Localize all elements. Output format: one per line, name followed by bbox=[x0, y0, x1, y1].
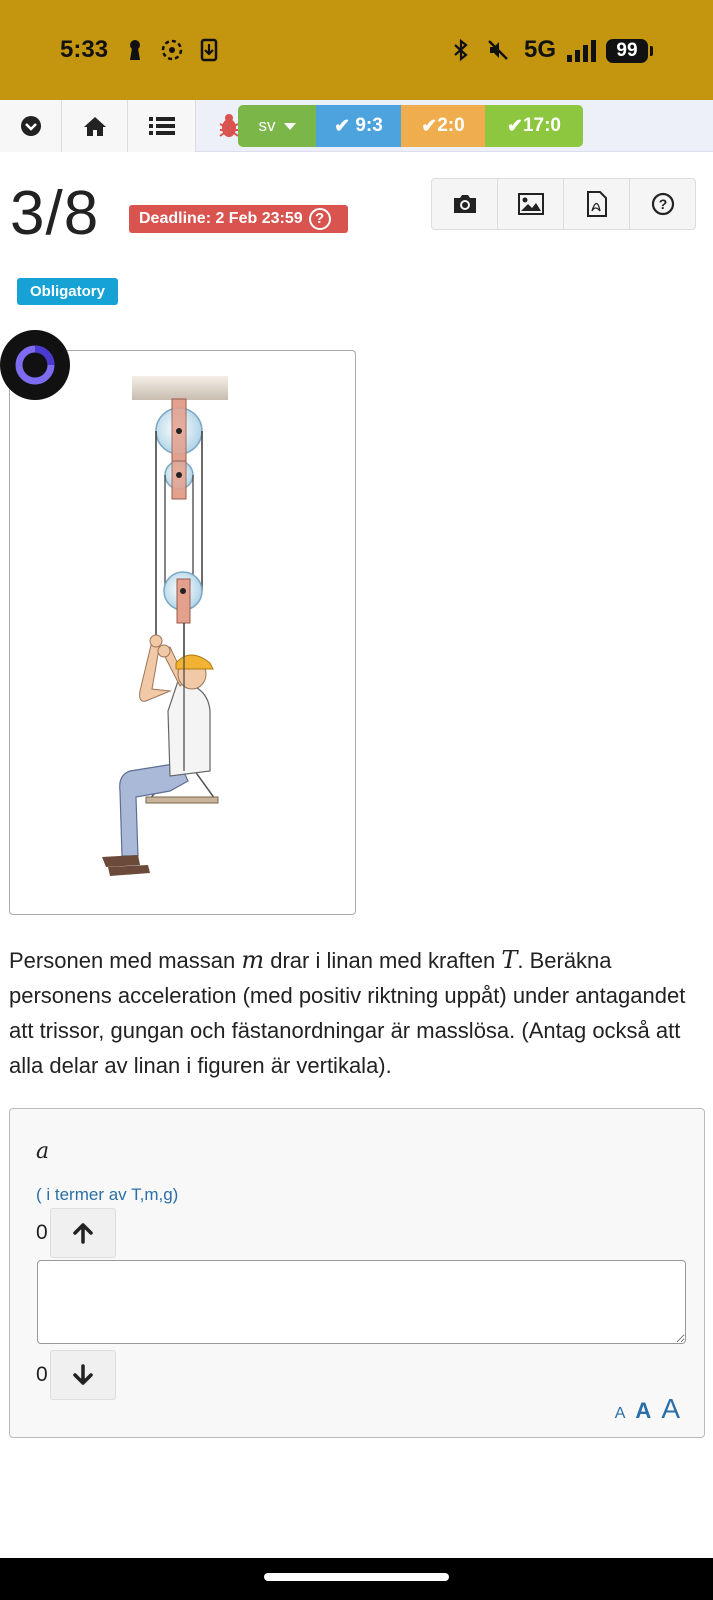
home-indicator[interactable] bbox=[264, 1573, 449, 1581]
status-bar bbox=[0, 0, 713, 100]
bug-icon[interactable] bbox=[218, 112, 240, 140]
arrow-down-button[interactable] bbox=[50, 1350, 116, 1400]
chevron-down-icon bbox=[20, 115, 42, 137]
check-icon: ✔ bbox=[507, 115, 523, 137]
score-label: 9:3 bbox=[355, 115, 383, 136]
battery-level: 99 bbox=[606, 39, 648, 63]
question-text-part: . Beräkna personens acceleration (med positiv riktning uppåt) under antagandet att trissor, gungan och fästanordningar är masslösa. (Antag också att alla delar av linan i figuren är vertikala). bbox=[9, 948, 686, 1078]
answer-variable: a bbox=[36, 1139, 50, 1164]
status-time: 5:33 bbox=[60, 36, 109, 63]
camera-icon bbox=[452, 193, 478, 215]
pdf-icon bbox=[587, 191, 607, 217]
image-icon bbox=[518, 193, 544, 215]
score-label: 17:0 bbox=[522, 115, 561, 136]
question-text bbox=[9, 943, 709, 1083]
question-text-part: Personen med massan bbox=[9, 948, 242, 973]
score-label: 2:0 bbox=[437, 115, 465, 136]
arrow-up-button[interactable] bbox=[50, 1208, 116, 1258]
assistant-ring-icon bbox=[10, 340, 60, 390]
list-icon bbox=[149, 116, 175, 136]
download-icon bbox=[200, 38, 218, 62]
tools-group bbox=[431, 178, 696, 230]
score-pill[interactable] bbox=[401, 105, 485, 147]
obligatory-badge: Obligatory bbox=[17, 278, 118, 305]
font-size-small-button[interactable]: A bbox=[614, 1405, 626, 1422]
deadline-badge[interactable] bbox=[129, 205, 348, 233]
font-size-controls bbox=[615, 1393, 680, 1425]
list-button[interactable] bbox=[128, 100, 196, 152]
arrow-up-icon bbox=[72, 1222, 94, 1244]
help-circle-icon: ? bbox=[309, 208, 331, 230]
sync-icon bbox=[160, 38, 184, 62]
caret-down-icon bbox=[284, 123, 296, 130]
signal-icon bbox=[566, 40, 598, 62]
bluetooth-icon bbox=[452, 38, 470, 62]
score-pill[interactable] bbox=[316, 105, 401, 147]
counter-down-value: 0 bbox=[36, 1363, 48, 1386]
counter-up-value: 0 bbox=[36, 1221, 48, 1244]
home-button[interactable] bbox=[62, 100, 128, 152]
deadline-label: Deadline: 2 Feb 23:59 bbox=[139, 210, 303, 227]
check-icon: ✔ bbox=[421, 115, 438, 137]
mute-icon bbox=[486, 38, 510, 62]
language-select[interactable] bbox=[238, 105, 316, 147]
question-number: 3/8 bbox=[10, 179, 100, 248]
score-pills bbox=[238, 105, 583, 147]
assistant-button[interactable] bbox=[0, 330, 70, 400]
image-button[interactable] bbox=[498, 179, 564, 229]
arrow-down-icon bbox=[72, 1364, 94, 1386]
mass-variable: m bbox=[241, 946, 265, 974]
top-toolbar bbox=[0, 100, 713, 152]
score-pill[interactable] bbox=[485, 105, 583, 147]
camera-button[interactable] bbox=[432, 179, 498, 229]
answer-input[interactable] bbox=[37, 1260, 686, 1344]
pdf-button[interactable] bbox=[564, 179, 630, 229]
language-label: sv bbox=[258, 116, 276, 135]
network-type: 5G bbox=[524, 36, 557, 63]
keyhole-icon bbox=[128, 38, 142, 62]
check-icon: ✔ bbox=[334, 115, 351, 137]
question-text-part: drar i linan med kraften bbox=[264, 948, 502, 973]
help-icon bbox=[651, 192, 675, 216]
font-size-medium-button[interactable]: A bbox=[635, 1398, 652, 1423]
force-variable: T bbox=[501, 946, 518, 974]
collapse-button[interactable] bbox=[0, 100, 62, 152]
font-size-large-button[interactable]: A bbox=[661, 1393, 680, 1424]
svg-text:?: ? bbox=[658, 196, 667, 212]
answer-hint: ( i termer av T,m,g) bbox=[36, 1185, 179, 1204]
pulley-figure bbox=[9, 350, 356, 915]
answer-panel bbox=[9, 1108, 705, 1438]
pulley-illustration bbox=[10, 351, 355, 914]
home-icon bbox=[83, 115, 107, 137]
help-button[interactable] bbox=[630, 179, 695, 229]
